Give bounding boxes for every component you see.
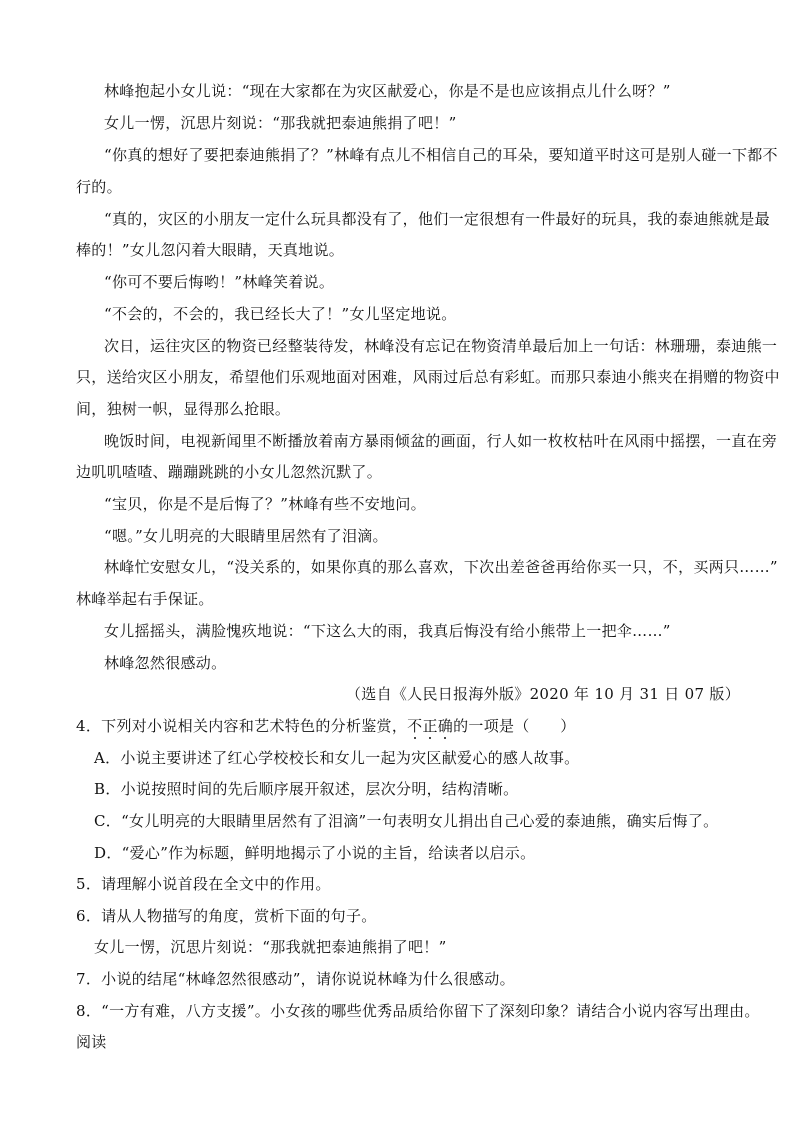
passage-paragraph-continued: 只，送给灾区小朋友，希望他们乐观地面对困难，风雨过后总有彩虹。而那只泰迪小熊夹在捐赠的物资中 (76, 368, 780, 386)
passage-paragraph: “你真的想好了要把泰迪熊捐了？”林峰有点儿不相信自己的耳朵，要知道平时这可是别人碰一下都不 (104, 146, 778, 164)
question-7: 7．小说的结尾“林峰忽然很感动”，请你说说林峰为什么很感动。 (76, 970, 515, 988)
emphasis-char: 确 (437, 717, 454, 735)
question-5: 5．请理解小说首段在全文中的作用。 (76, 875, 331, 893)
question-6: 6．请从人物描写的角度，赏析下面的句子。 (76, 907, 377, 925)
emphasis-char: 不 (407, 717, 423, 735)
passage-paragraph-continued: 间，独树一帜，显得那么抢眼。 (76, 400, 291, 418)
passage-paragraph: “真的，灾区的小朋友一定什么玩具都没有了，他们一定很想有一件最好的玩具，我的泰迪熊就是最 (104, 210, 770, 228)
passage-paragraph-continued: 棒的！”女儿忽闪着大眼睛，天真地说。 (76, 241, 345, 259)
passage-paragraph: 晚饭时间，电视新闻里不断播放着南方暴雨倾盆的画面，行人如一枚枚枯叶在风雨中摇摆，一直在旁 (104, 432, 778, 450)
question-4-option-c: C．“女儿明亮的大眼睛里居然有了泪滴”一句表明女儿捐出自己心爱的泰迪熊，确实后悔了。 (94, 812, 719, 830)
passage-paragraph: 林峰忙安慰女儿，“没关系的，如果你真的那么喜欢，下次出差爸爸再给你买一只，不，买两只……” (104, 558, 778, 576)
next-section-heading: 阅读 (76, 1033, 107, 1051)
passage-paragraph: 女儿一愣，沉思片刻说：“那我就把泰迪熊捐了吧！” (104, 114, 457, 132)
passage-paragraph: 女儿摇摇头，满脸愧疚地说：“下这么大的雨，我真后悔没有给小熊带上一把伞……” (104, 622, 671, 640)
passage-paragraph: 林峰忽然很感动。 (104, 654, 227, 672)
passage-paragraph: “你可不要后悔哟！”林峰笑着说。 (104, 273, 335, 291)
passage-paragraph: 次日，运往灾区的物资已经整装待发，林峰没有忘记在物资清单最后加上一句话：林珊珊，泰迪熊一 (104, 337, 778, 355)
passage-paragraph-continued: 行的。 (76, 178, 122, 196)
passage-paragraph: “嗯。”女儿明亮的大眼睛里居然有了泪滴。 (104, 527, 388, 545)
passage-source: （选自《人民日报海外版》2020 年 10 月 31 日 07 版） (345, 685, 740, 703)
passage-paragraph: “不会的，不会的，我已经长大了！”女儿坚定地说。 (104, 305, 457, 323)
passage-paragraph: “宝贝，你是不是后悔了？”林峰有些不安地问。 (104, 495, 426, 513)
question-4-stem-start: 4．下列对小说相关内容和艺术特色的分析鉴赏， (76, 717, 408, 735)
passage-paragraph-continued: 边叽叽喳喳、蹦蹦跳跳的小女儿忽然沉默了。 (76, 463, 383, 481)
emphasis-char: 正 (422, 717, 438, 735)
question-4-stem-end: 的一项是（ ） (453, 717, 576, 735)
question-6-quote: 女儿一愣，沉思片刻说：“那我就把泰迪熊捐了吧！” (94, 938, 447, 956)
question-4-option-b: B．小说按照时间的先后顺序展开叙述，层次分明，结构清晰。 (94, 780, 519, 798)
passage-paragraph-continued: 林峰举起右手保证。 (76, 590, 214, 608)
passage-paragraph: 林峰抱起小女儿说：“现在大家都在为灾区献爱心，你是不是也应该捐点儿什么呀？” (104, 82, 671, 100)
question-4-option-a: A．小说主要讲述了红心学校校长和女儿一起为灾区献爱心的感人故事。 (94, 749, 580, 767)
question-4-option-d: D．“爱心”作为标题，鲜明地揭示了小说的主旨，给读者以启示。 (94, 844, 536, 862)
question-4-stem (76, 716, 756, 736)
question-8: 8．“一方有难，八方支援”。小女孩的哪些优秀品质给你留下了深刻印象？请结合小说内容写出理由。 (76, 1002, 760, 1020)
